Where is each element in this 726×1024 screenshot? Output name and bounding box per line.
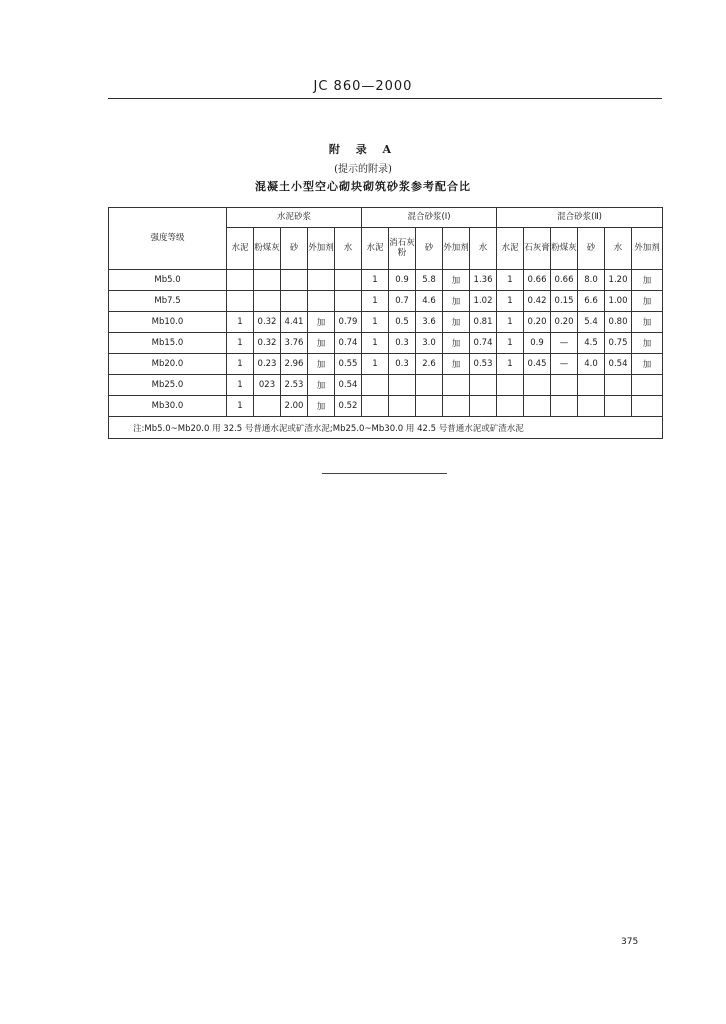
grade-cell: Mb15.0	[109, 333, 227, 354]
grade-cell: Mb25.0	[109, 375, 227, 396]
table-cell: 0.32	[254, 333, 281, 354]
table-cell: 0.5	[389, 312, 416, 333]
table-cell: 0.15	[551, 291, 578, 312]
table-cell: 加	[443, 291, 470, 312]
table-cell: 1	[497, 333, 524, 354]
table-cell	[389, 396, 416, 417]
table-cell	[524, 375, 551, 396]
page-number: 375	[621, 937, 639, 947]
table-cell	[605, 396, 632, 417]
table-cell: 0.20	[551, 312, 578, 333]
column-header: 外加剂	[443, 228, 470, 270]
column-header: 水	[335, 228, 362, 270]
table-cell	[632, 375, 663, 396]
group-header-cement-mortar: 水泥砂浆	[227, 208, 362, 228]
table-cell	[254, 396, 281, 417]
table-cell	[254, 270, 281, 291]
table-cell: 0.23	[254, 354, 281, 375]
table-cell: 4.5	[578, 333, 605, 354]
table-cell: 加	[632, 333, 663, 354]
table-cell: 0.80	[605, 312, 632, 333]
table-cell	[416, 375, 443, 396]
table-cell: 0.79	[335, 312, 362, 333]
table-cell	[578, 396, 605, 417]
mix-ratio-table	[108, 207, 663, 439]
table-cell: 1.36	[470, 270, 497, 291]
table-note: 注:Mb5.0~Mb20.0 用 32.5 号普通水泥或矿渣水泥;Mb25.0~Mb30.0 用 42.5 号普通水泥或矿渣水泥	[109, 417, 663, 439]
table-cell: —	[551, 354, 578, 375]
appendix-title: 附 录 A	[328, 143, 398, 156]
grade-cell: Mb20.0	[109, 354, 227, 375]
table-cell	[524, 396, 551, 417]
table-cell	[308, 291, 335, 312]
table-cell: 4.41	[281, 312, 308, 333]
table-cell: 加	[632, 270, 663, 291]
table-cell: 0.3	[389, 354, 416, 375]
table-cell: 1.00	[605, 291, 632, 312]
table-cell: 1	[497, 270, 524, 291]
table-cell: 0.66	[551, 270, 578, 291]
table-cell	[362, 396, 389, 417]
table-cell: 加	[308, 396, 335, 417]
table-cell	[308, 270, 335, 291]
table-cell: 6.6	[578, 291, 605, 312]
table-cell: 0.55	[335, 354, 362, 375]
table-cell: 加	[443, 312, 470, 333]
table-cell: 1	[227, 396, 254, 417]
column-header: 粉煤灰	[254, 228, 281, 270]
grade-cell: Mb30.0	[109, 396, 227, 417]
standard-code: JC 860—2000	[313, 79, 413, 94]
column-header: 砂	[416, 228, 443, 270]
table-cell: 1.20	[605, 270, 632, 291]
table-row	[109, 291, 663, 312]
table-cell: 5.4	[578, 312, 605, 333]
table-cell	[227, 270, 254, 291]
column-header: 消石灰粉	[389, 228, 416, 270]
table-cell: 2.53	[281, 375, 308, 396]
table-cell: 加	[443, 333, 470, 354]
table-cell	[551, 375, 578, 396]
group-header-mixed-mortar-1: 混合砂浆(Ⅰ)	[362, 208, 497, 228]
column-header: 砂	[578, 228, 605, 270]
table-cell: 加	[308, 375, 335, 396]
table-cell: 2.00	[281, 396, 308, 417]
table-cell: 1	[362, 291, 389, 312]
table-cell: 1	[227, 354, 254, 375]
table-cell: 0.20	[524, 312, 551, 333]
table-cell	[470, 396, 497, 417]
table-cell: 0.54	[335, 375, 362, 396]
table-cell: 加	[308, 312, 335, 333]
table-row	[109, 312, 663, 333]
table-cell	[227, 291, 254, 312]
table-cell: 加	[308, 333, 335, 354]
table-row	[109, 375, 663, 396]
table-cell: 0.74	[470, 333, 497, 354]
table-cell: 0.42	[524, 291, 551, 312]
table-cell: 3.6	[416, 312, 443, 333]
grade-cell: Mb7.5	[109, 291, 227, 312]
table-cell	[335, 291, 362, 312]
table-cell	[578, 375, 605, 396]
table-cell: 加	[443, 354, 470, 375]
table-cell	[632, 396, 663, 417]
grade-cell: Mb5.0	[109, 270, 227, 291]
table-cell	[281, 270, 308, 291]
table-cell: 0.32	[254, 312, 281, 333]
table-cell	[443, 396, 470, 417]
table-cell: 5.8	[416, 270, 443, 291]
appendix-note: (提示的附录)	[334, 164, 392, 175]
table-cell: 3.0	[416, 333, 443, 354]
table-cell	[551, 396, 578, 417]
table-cell: 0.53	[470, 354, 497, 375]
table-cell: 0.9	[524, 333, 551, 354]
table-row	[109, 396, 663, 417]
grade-cell: Mb10.0	[109, 312, 227, 333]
table-cell: 0.75	[605, 333, 632, 354]
table-title: 混凝土小型空心砌块砌筑砂浆参考配合比	[255, 180, 471, 193]
column-header: 粉煤灰	[551, 228, 578, 270]
table-cell	[335, 270, 362, 291]
table-cell	[497, 396, 524, 417]
table-cell: 加	[632, 291, 663, 312]
table-cell: 加	[443, 270, 470, 291]
table-cell: 加	[632, 312, 663, 333]
column-header: 水泥	[362, 228, 389, 270]
table-cell: 1	[497, 312, 524, 333]
table-cell	[605, 375, 632, 396]
table-cell: 1	[362, 333, 389, 354]
column-header: 外加剂	[632, 228, 663, 270]
table-cell	[443, 375, 470, 396]
end-divider	[322, 473, 447, 474]
table-cell: 加	[308, 354, 335, 375]
table-row	[109, 354, 663, 375]
table-cell: 0.7	[389, 291, 416, 312]
grade-header: 强度等级	[109, 208, 227, 270]
table-cell	[470, 375, 497, 396]
table-cell	[281, 291, 308, 312]
table-cell: 2.6	[416, 354, 443, 375]
group-header-mixed-mortar-2: 混合砂浆(Ⅱ)	[497, 208, 663, 228]
column-header: 石灰膏	[524, 228, 551, 270]
table-cell: 1	[227, 312, 254, 333]
table-cell: —	[551, 333, 578, 354]
table-cell: 0.9	[389, 270, 416, 291]
table-cell: 1	[497, 291, 524, 312]
table-cell: 0.66	[524, 270, 551, 291]
table-cell: 023	[254, 375, 281, 396]
table-cell: 1	[227, 375, 254, 396]
table-cell: 0.54	[605, 354, 632, 375]
table-cell: 8.0	[578, 270, 605, 291]
table-cell: 1.02	[470, 291, 497, 312]
table-cell: 0.3	[389, 333, 416, 354]
table-cell: 4.6	[416, 291, 443, 312]
column-header: 水	[605, 228, 632, 270]
table-cell	[362, 375, 389, 396]
table-cell: 1	[362, 270, 389, 291]
table-cell	[416, 396, 443, 417]
table-row	[109, 333, 663, 354]
header-divider	[108, 98, 662, 99]
table-row	[109, 270, 663, 291]
column-header: 水泥	[497, 228, 524, 270]
column-header: 水泥	[227, 228, 254, 270]
column-header: 外加剂	[308, 228, 335, 270]
table-cell: 1	[362, 312, 389, 333]
table-cell: 0.74	[335, 333, 362, 354]
table-cell: 1	[497, 354, 524, 375]
table-cell: 2.96	[281, 354, 308, 375]
table-cell: 0.45	[524, 354, 551, 375]
table-cell: 4.0	[578, 354, 605, 375]
table-cell	[389, 375, 416, 396]
column-header: 水	[470, 228, 497, 270]
table-cell: 0.81	[470, 312, 497, 333]
table-cell: 1	[362, 354, 389, 375]
table-cell: 3.76	[281, 333, 308, 354]
table-cell: 加	[632, 354, 663, 375]
column-header: 砂	[281, 228, 308, 270]
table-cell	[254, 291, 281, 312]
table-cell: 0.52	[335, 396, 362, 417]
table-cell	[497, 375, 524, 396]
table-cell: 1	[227, 333, 254, 354]
